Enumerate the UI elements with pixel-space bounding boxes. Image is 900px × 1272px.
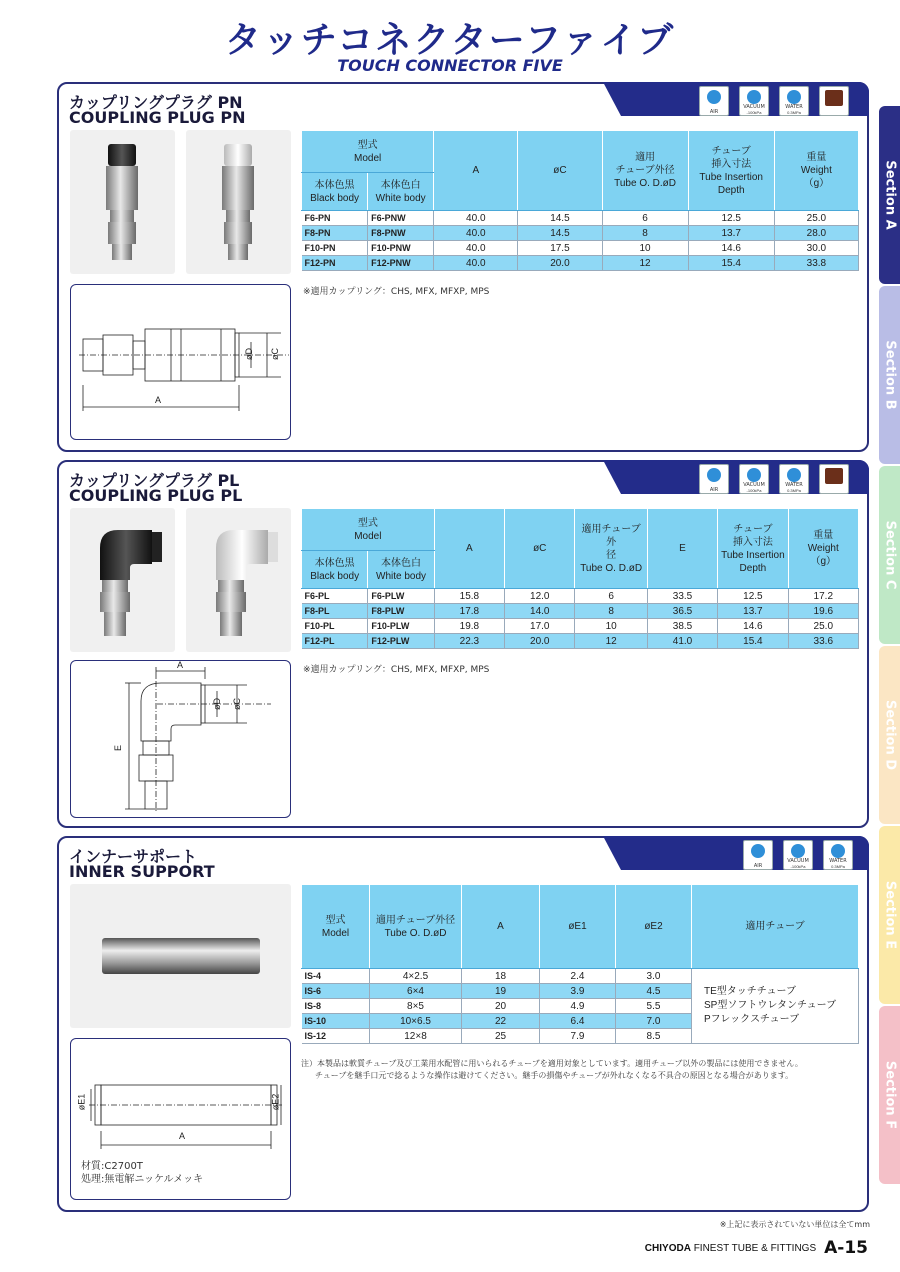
section-coupling-plug-pn [57, 82, 869, 452]
dim-e: E [113, 744, 124, 752]
cell: 38.5 [647, 619, 717, 634]
water-label: WATER [785, 482, 803, 488]
col-c: øC [505, 509, 575, 589]
cell: 20 [462, 999, 540, 1014]
side-tab-label: Section D [882, 699, 897, 771]
col-weight [788, 509, 858, 589]
compatible-tubes [692, 969, 859, 1044]
cell: 6 [602, 211, 688, 226]
water-icon [787, 90, 801, 104]
cell: 20.0 [518, 256, 602, 271]
col-tube-od [602, 131, 688, 211]
cell: 22.3 [434, 634, 504, 649]
col-model [302, 131, 434, 173]
water-sub: 0.3MPa [787, 110, 801, 115]
cell: 14.5 [518, 211, 602, 226]
hdr-ins-2: 挿入寸法 [732, 536, 773, 548]
cell: 3.9 [540, 984, 616, 999]
vacuum-label: VACUUM [787, 858, 809, 864]
vacuum-sub: -100kPa [746, 488, 762, 493]
cell: 4.9 [540, 999, 616, 1014]
table-row [302, 619, 859, 634]
table-row [302, 256, 859, 271]
section-inner-support [57, 836, 869, 1212]
dim-e1: øE1 [76, 1093, 87, 1111]
product-photo-black [70, 130, 175, 274]
water-label: WATER [829, 858, 847, 864]
product-photo-white [186, 130, 291, 274]
product-photo-white [186, 508, 291, 652]
section-title-en: COUPLING PLUG PL [69, 486, 243, 505]
is-spec-table [301, 884, 859, 1044]
cell: 19 [462, 984, 540, 999]
hdr-wt-3: （g） [810, 556, 837, 567]
cell: F12-PL [302, 634, 368, 649]
brand-tagline: FINEST TUBE & FITTINGS [690, 1243, 817, 1254]
cell: 13.7 [718, 604, 788, 619]
product-photo-black [70, 508, 175, 652]
cell: 25.0 [774, 211, 858, 226]
cell: 6×4 [370, 984, 462, 999]
hdr-ins-1: チューブ [733, 523, 773, 535]
water-badge [823, 840, 853, 870]
col-tubes: 適用チューブ [692, 885, 859, 969]
brand-name: CHIYODA [644, 1243, 691, 1254]
pl-spec-table [301, 508, 859, 649]
side-tab-d[interactable] [879, 646, 900, 824]
dim-a: A [177, 660, 184, 670]
side-tab-b[interactable] [879, 286, 900, 464]
hdr-wt-2: Weight [800, 165, 832, 176]
cell: 40.0 [434, 211, 518, 226]
cell: 8×5 [370, 999, 462, 1014]
cell: 19.6 [788, 604, 858, 619]
tube-name: SP型ソフトウレタンチューブ [704, 1000, 837, 1011]
hdr-ins-3: Tube Insertion [721, 549, 785, 561]
cell: F10-PLW [368, 619, 434, 634]
hdr-ins-3: Tube Insertion [699, 171, 763, 183]
cell: 12 [575, 634, 647, 649]
cell: IS-10 [302, 1014, 370, 1029]
hdr-model-en: Model [354, 530, 382, 542]
side-tabs [879, 106, 900, 1186]
vacuum-label: VACUUM [743, 104, 765, 110]
unit-note: ※上記に表示されていない単位は全てmm [719, 1220, 870, 1229]
cell: F10-PL [302, 619, 368, 634]
vacuum-icon [747, 468, 761, 482]
col-white [368, 551, 434, 589]
section-title-jp: カップリングプラグ PL [69, 471, 240, 490]
section-title-en: COUPLING PLUG PN [69, 108, 246, 127]
usage-badges [743, 840, 853, 870]
cell: 10×6.5 [370, 1014, 462, 1029]
hdr-white-en: White body [376, 570, 427, 582]
hdr-tube-od-1: 適用チューブ外径 [375, 914, 456, 926]
cell: 17.2 [788, 589, 858, 604]
elbow-black-image [70, 508, 175, 652]
col-tube-od [575, 509, 647, 589]
water-label: WATER [785, 104, 803, 110]
is-note-2: チューブを継手口元で捻るような操作は避けてください。継手の損傷やチューブが外れなくなる不具合の原因となる場合があります。 [315, 1071, 794, 1080]
water-badge [779, 86, 809, 116]
cell: F8-PNW [368, 226, 434, 241]
col-black [302, 173, 368, 211]
treatment-text: 処理:無電解ニッケルメッキ [81, 1174, 204, 1185]
hdr-black-en: Black body [310, 192, 360, 204]
vacuum-badge [739, 86, 769, 116]
page-number: A-15 [824, 1238, 868, 1258]
water-icon [787, 468, 801, 482]
cell: 7.0 [616, 1014, 692, 1029]
col-e: E [647, 509, 717, 589]
cell: F8-PN [302, 226, 368, 241]
hdr-tube-od-1: 適用 [635, 152, 656, 163]
side-tab-label: Section A [882, 160, 897, 230]
hdr-ins-4: Depth [717, 184, 745, 196]
cell: 14.6 [688, 241, 774, 256]
cell: 33.8 [774, 256, 858, 271]
hdr-white-jp: 本体色白 [380, 179, 421, 191]
cell: F12-PNW [368, 256, 434, 271]
hdr-wt-2: Weight [807, 543, 839, 554]
cell: 10 [575, 619, 647, 634]
cell: 7.9 [540, 1029, 616, 1044]
hdr-white-jp: 本体色白 [381, 557, 422, 569]
pn-drawing [71, 285, 292, 441]
cell: 12.5 [718, 589, 788, 604]
usage-badges [699, 86, 849, 116]
inner-support-image [70, 884, 291, 1028]
col-a: A [434, 509, 504, 589]
cell: 12 [602, 256, 688, 271]
section-title-jp: カップリングプラグ PN [69, 93, 243, 112]
oil-badge [819, 86, 849, 116]
cell: F6-PN [302, 211, 368, 226]
cell: 22 [462, 1014, 540, 1029]
cell: 14.6 [718, 619, 788, 634]
cell: 17.5 [518, 241, 602, 256]
hdr-black-en: Black body [310, 570, 360, 582]
side-tab-label: Section F [882, 1060, 897, 1130]
air-label: AIR [709, 109, 719, 115]
vacuum-icon [791, 844, 805, 858]
cell: 25.0 [788, 619, 858, 634]
cell: 28.0 [774, 226, 858, 241]
cell: 41.0 [647, 634, 717, 649]
water-icon [831, 844, 845, 858]
pn-dimension-diagram [70, 284, 291, 440]
side-tab-e[interactable] [879, 826, 900, 1004]
is-dimension-diagram [70, 1038, 291, 1200]
hdr-ins-4: Depth [739, 562, 767, 574]
elbow-white-image [186, 508, 291, 652]
side-tab-c[interactable] [879, 466, 900, 644]
hdr-tube-od-2: チューブ外径 [615, 165, 675, 176]
footer-brand [645, 1238, 868, 1258]
section-title-jp: インナーサポート [69, 847, 198, 866]
oil-icon [825, 90, 843, 106]
air-icon [707, 468, 721, 482]
cell: 6 [575, 589, 647, 604]
cell: 20.0 [505, 634, 575, 649]
col-model [302, 885, 370, 969]
col-insertion [688, 131, 774, 211]
hdr-tube-od-3: Tube O. D.øD [580, 562, 643, 574]
hdr-wt-3: （g） [803, 178, 830, 189]
cell: 25 [462, 1029, 540, 1044]
col-tube-od [370, 885, 462, 969]
dim-d: øD [212, 698, 222, 710]
hdr-model-en: Model [353, 152, 382, 164]
cell: F6-PL [302, 589, 368, 604]
cell: F10-PNW [368, 241, 434, 256]
hdr-tube-od-2: 径 [606, 549, 617, 561]
plug-black-image [70, 130, 175, 274]
col-black [302, 551, 368, 589]
cell: 2.4 [540, 969, 616, 984]
cell: F6-PNW [368, 211, 434, 226]
col-weight [774, 131, 858, 211]
cell: 33.5 [647, 589, 717, 604]
col-e1: øE1 [540, 885, 616, 969]
table-row [302, 604, 859, 619]
cell: IS-6 [302, 984, 370, 999]
col-white [368, 173, 434, 211]
pl-note: ※適用カップリング：CHS, MFX, MFXP, MPS [303, 665, 490, 675]
water-sub: 0.3MPa [787, 488, 801, 493]
cell: 30.0 [774, 241, 858, 256]
cell: F12-PN [302, 256, 368, 271]
cell: 13.7 [688, 226, 774, 241]
vacuum-badge [739, 464, 769, 494]
cell: 4.5 [616, 984, 692, 999]
cell: 15.4 [688, 256, 774, 271]
cell: 15.8 [434, 589, 504, 604]
cell: 10 [602, 241, 688, 256]
table-row [302, 211, 859, 226]
col-e2: øE2 [616, 885, 692, 969]
cell: 40.0 [434, 241, 518, 256]
col-a: A [462, 885, 540, 969]
dim-a: A [179, 1131, 186, 1141]
hdr-ins-2: 挿入寸法 [711, 158, 752, 170]
water-badge [779, 464, 809, 494]
air-badge [699, 86, 729, 116]
air-icon [707, 90, 721, 104]
oil-badge [819, 464, 849, 494]
cell: 3.0 [616, 969, 692, 984]
hdr-tube-od-3: Tube O. D.øD [614, 178, 676, 189]
plug-white-image [186, 130, 291, 274]
dim-c: øC [232, 698, 242, 710]
section-coupling-plug-pl [57, 460, 869, 828]
material-text: 材質:C2700T [81, 1161, 143, 1172]
col-a: A [434, 131, 518, 211]
cell: 8 [602, 226, 688, 241]
cell: 4×2.5 [370, 969, 462, 984]
vacuum-sub: -100kPa [746, 110, 762, 115]
air-icon [751, 844, 765, 858]
water-sub: 0.3MPa [831, 864, 845, 869]
cell: 14.5 [518, 226, 602, 241]
cell: 36.5 [647, 604, 717, 619]
air-badge [699, 464, 729, 494]
table-row [302, 969, 859, 984]
hdr-wt-1: 重量 [813, 530, 834, 541]
table-row [302, 634, 859, 649]
table-row [302, 241, 859, 256]
hdr-black-jp: 本体色黒 [314, 557, 355, 569]
side-tab-label: Section C [882, 520, 897, 590]
cell: 14.0 [505, 604, 575, 619]
cell: F6-PLW [368, 589, 434, 604]
pn-spec-table [301, 130, 859, 271]
tube-name: Pフレックスチューブ [704, 1014, 800, 1025]
cell: F12-PLW [368, 634, 434, 649]
section-title-en: INNER SUPPORT [69, 862, 215, 881]
cell: IS-12 [302, 1029, 370, 1044]
cell: 40.0 [434, 256, 518, 271]
cell: 15.4 [718, 634, 788, 649]
cell: 18 [462, 969, 540, 984]
hdr-white-en: White body [375, 192, 426, 204]
hdr-model-jp: 型式 [325, 914, 346, 926]
dim-e2: øE2 [270, 1093, 281, 1111]
col-insertion [718, 509, 788, 589]
cell: 17.0 [505, 619, 575, 634]
air-label: AIR [709, 487, 719, 493]
vacuum-icon [747, 90, 761, 104]
cell: F8-PLW [368, 604, 434, 619]
tube-name: TE型タッチチューブ [704, 986, 796, 997]
page-title: タッチコネクターファイブ [224, 20, 676, 61]
pn-note: ※適用カップリング：CHS, MFX, MFXP, MPS [303, 287, 490, 297]
air-badge [743, 840, 773, 870]
cell: 5.5 [616, 999, 692, 1014]
hdr-model-en: Model [321, 927, 350, 939]
hdr-black-jp: 本体色黒 [314, 179, 355, 191]
cell: 8.5 [616, 1029, 692, 1044]
dim-d: øD [244, 348, 254, 360]
cell: 12.5 [688, 211, 774, 226]
cell: 12×8 [370, 1029, 462, 1044]
vacuum-label: VACUUM [743, 482, 765, 488]
vacuum-sub: -100kPa [790, 864, 806, 869]
page-subtitle: TOUCH CONNECTOR FIVE [337, 56, 563, 75]
col-model [302, 509, 435, 551]
cell: 12.0 [505, 589, 575, 604]
pl-dimension-diagram [70, 660, 291, 818]
hdr-tube-od-2: Tube O. D.øD [384, 927, 447, 939]
table-row [302, 589, 859, 604]
product-photo-inner-support [70, 884, 291, 1028]
cell: IS-8 [302, 999, 370, 1014]
cell: 6.4 [540, 1014, 616, 1029]
side-tab-f[interactable] [879, 1006, 900, 1184]
cell: 8 [575, 604, 647, 619]
usage-badges [699, 464, 849, 494]
pl-drawing [71, 661, 292, 819]
hdr-model-jp: 型式 [357, 517, 378, 529]
hdr-wt-1: 重量 [806, 152, 827, 163]
cell: 40.0 [434, 226, 518, 241]
is-drawing [71, 1039, 292, 1169]
cell: F8-PL [302, 604, 368, 619]
col-c: øC [518, 131, 602, 211]
hdr-model-jp: 型式 [357, 139, 378, 151]
vacuum-badge [783, 840, 813, 870]
side-tab-label: Section E [882, 880, 897, 950]
cell: F10-PN [302, 241, 368, 256]
side-tab-label: Section B [882, 340, 897, 410]
dim-c: øC [270, 348, 280, 360]
side-tab-a[interactable] [879, 106, 900, 284]
cell: 33.6 [788, 634, 858, 649]
is-note-1: 注）本製品は軟質チューブ及び工業用水配管に用いられるチューブを適用対象としています。適用チューブ以外の製品には使用できません。 [301, 1059, 803, 1068]
cell: 17.8 [434, 604, 504, 619]
dim-a: A [155, 395, 162, 405]
hdr-tube-od-1: 適用チューブ外 [581, 523, 641, 548]
cell: IS-4 [302, 969, 370, 984]
hdr-ins-1: チューブ [711, 145, 751, 157]
air-label: AIR [753, 863, 763, 869]
cell: 19.8 [434, 619, 504, 634]
oil-icon [825, 468, 843, 484]
table-row [302, 226, 859, 241]
